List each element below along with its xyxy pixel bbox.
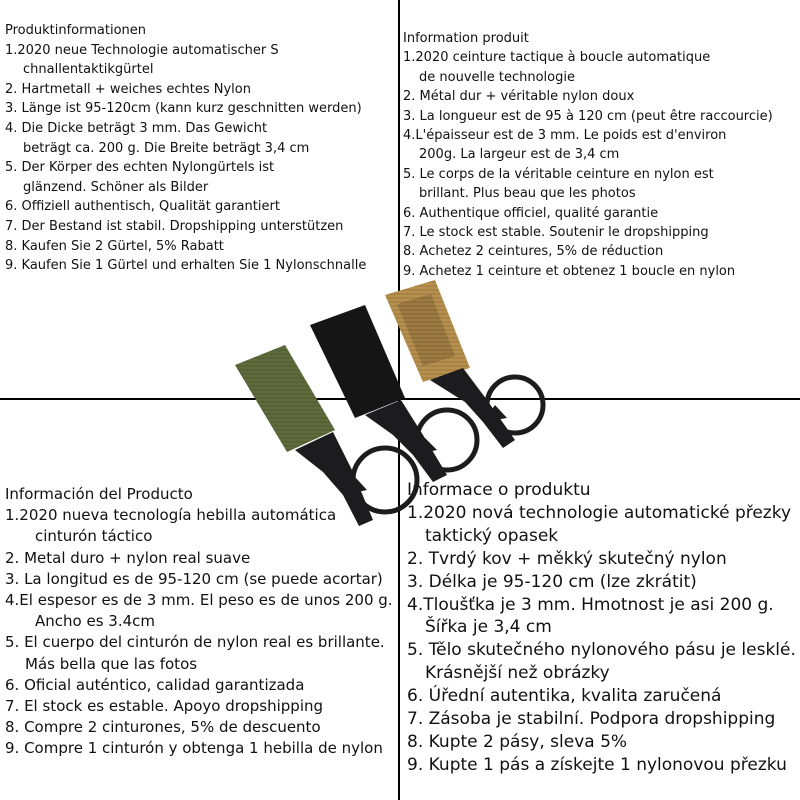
czech-line-4-cont: Šířka je 3,4 cm — [425, 617, 552, 638]
czech-line-6: 6. Úřední autentika, kvalita zaručená — [407, 686, 722, 707]
german-line-7: 7. Der Bestand ist stabil. Dropshipping unterstützen — [5, 218, 344, 234]
german-line-4: 4. Die Dicke beträgt 3 mm. Das Gewicht — [5, 120, 268, 136]
spanish-line-5: 5. El cuerpo del cinturón de nylon real es brillante. — [5, 633, 385, 652]
french-line-5: 5. Le corps de la véritable ceinture en nylon est — [403, 166, 714, 182]
french-line-4: 4.L'épaisseur est de 3 mm. Le poids est d'environ — [403, 128, 727, 144]
spanish-line-1: 1.2020 nueva tecnología hebilla automática — [5, 506, 337, 525]
french-line-1-cont: de nouvelle technologie — [419, 69, 575, 85]
spanish-line-8: 8. Compre 2 cinturones, 5% de descuento — [5, 718, 321, 737]
french-line-3: 3. La longueur est de 95 à 120 cm (peut être raccourcie) — [403, 108, 773, 124]
czech-line-2: 2. Tvrdý kov + měkký skutečný nylon — [407, 548, 727, 569]
spanish-title: Información del Producto — [5, 485, 193, 503]
product-photo — [225, 280, 565, 540]
czech-line-7: 7. Zásoba je stabilní. Podpora dropshipping — [407, 709, 776, 730]
czech-line-1: 1.2020 nová technologie automatické přezky — [407, 502, 792, 523]
spanish-line-4: 4.El espesor es de 3 mm. El peso es de unos 200 g. — [5, 591, 393, 610]
czech-line-9: 9. Kupte 1 pás a získejte 1 nylonovou přezku — [407, 754, 787, 775]
spanish-line-6: 6. Oficial auténtico, calidad garantizada — [5, 675, 305, 694]
french-title: Information produit — [403, 31, 529, 46]
czech-line-1-cont: taktický opasek — [425, 525, 559, 546]
spanish-line-9: 9. Compre 1 cinturón y obtenga 1 hebilla de nylon — [5, 739, 383, 758]
german-line-3: 3. Länge ist 95-120cm (kann kurz geschnitten werden) — [5, 101, 362, 117]
french-line-1: 1.2020 ceinture tactique à boucle automatique — [403, 50, 711, 66]
czech-line-4: 4.Tloušťka je 3 mm. Hmotnost je asi 200 g. — [407, 594, 774, 615]
german-line-1-cont: chnallentaktikgürtel — [23, 62, 154, 78]
czech-title: Informace o produktu — [407, 480, 591, 500]
czech-line-8: 8. Kupte 2 pásy, sleva 5% — [407, 731, 628, 752]
german-line-1: 1.2020 neue Technologie automatischer S — [5, 42, 279, 58]
french-line-2: 2. Métal dur + véritable nylon doux — [403, 89, 635, 105]
czech-line-5-cont: Krásnější než obrázky — [425, 663, 610, 684]
spanish-line-1-cont: cinturón táctico — [35, 527, 153, 546]
czech-line-3: 3. Délka je 95-120 cm (lze zkrátit) — [407, 571, 697, 592]
german-line-4-cont: beträgt ca. 200 g. Die Breite beträgt 3,4 cm — [23, 140, 310, 156]
german-line-2: 2. Hartmetall + weiches echtes Nylon — [5, 81, 251, 97]
german-title: Produktinformationen — [5, 23, 147, 38]
spanish-line-2: 2. Metal duro + nylon real suave — [5, 548, 251, 567]
french-line-7: 7. Le stock est stable. Soutenir le dropshipping — [403, 225, 709, 241]
german-line-6: 6. Offiziell authentisch, Qualität garantiert — [5, 199, 280, 215]
czech-line-5: 5. Tělo skutečného nylonového pásu je lesklé. — [407, 640, 796, 661]
french-line-4-cont: 200g. La largeur est de 3,4 cm — [419, 147, 620, 163]
german-line-5: 5. Der Körper des echten Nylongürtels ist — [5, 160, 275, 176]
french-line-8: 8. Achetez 2 ceintures, 5% de réduction — [403, 244, 664, 260]
spanish-line-7: 7. El stock es estable. Apoyo dropshipping — [5, 697, 324, 716]
german-line-8: 8. Kaufen Sie 2 Gürtel, 5% Rabatt — [5, 238, 224, 254]
german-line-5-cont: glänzend. Schöner als Bilder — [23, 179, 209, 195]
spanish-line-4-cont: Ancho es 3.4cm — [35, 612, 155, 631]
french-line-6: 6. Authentique officiel, qualité garantie — [403, 205, 659, 221]
spanish-line-3: 3. La longitud es de 95-120 cm (se puede acortar) — [5, 569, 383, 588]
french-line-5-cont: brillant. Plus beau que les photos — [419, 186, 636, 202]
spanish-line-5-cont: Más bella que las fotos — [25, 654, 198, 673]
german-line-9: 9. Kaufen Sie 1 Gürtel und erhalten Sie 1 Nylonschnalle — [5, 258, 367, 274]
german-info-block — [5, 21, 366, 276]
french-line-9: 9. Achetez 1 ceinture et obtenez 1 boucle en nylon — [403, 263, 736, 279]
french-info-block — [403, 29, 773, 281]
